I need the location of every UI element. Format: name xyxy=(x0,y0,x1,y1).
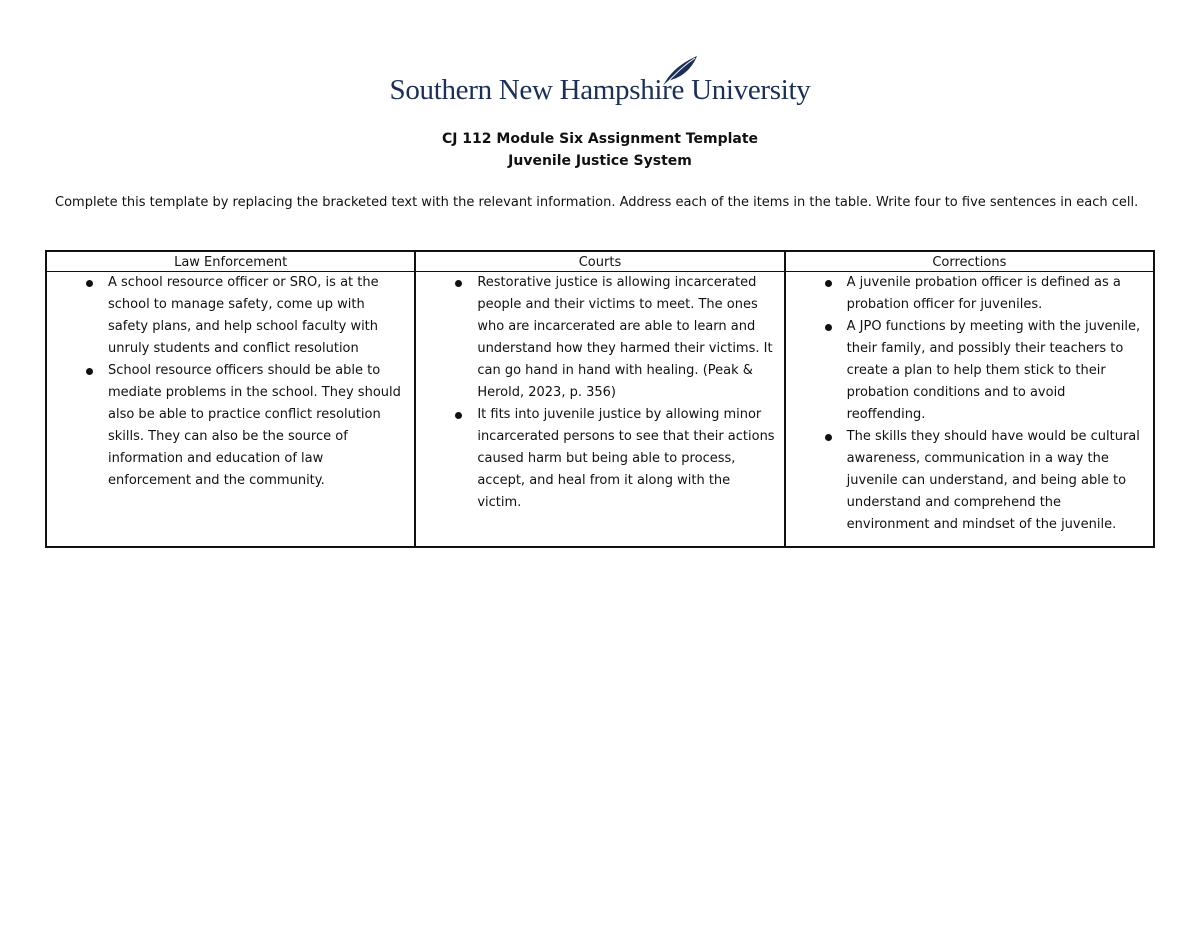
column-header-corrections: Corrections xyxy=(785,251,1154,272)
corrections-cell[interactable] xyxy=(785,272,1154,548)
list-item: It fits into juvenile justice by allowing minor incarcerated persons to see that their actions caused harm but being able to process, accept, and heal from it along with the victim. xyxy=(477,404,775,514)
list-item: A school resource officer or SRO, is at the school to manage safety, come up with safety plans, and help school faculty with unruly students and conflict resolution xyxy=(108,272,406,360)
list-item: The skills they should have would be cultural awareness, communication in a way the juvenile can understand, and being able to understand and comprehend the environment and mindset of the juvenile. xyxy=(847,426,1145,536)
university-logo xyxy=(0,56,1200,107)
column-header-law-enforcement: Law Enforcement xyxy=(46,251,415,272)
logo-wordmark: Southern New Hampshire University xyxy=(389,74,811,106)
list-item: Restorative justice is allowing incarcerated people and their victims to meet. The ones who are incarcerated are able to learn and understand how they harmed their victims. It can go hand in hand with healing. (Peak & Herold, 2023, p. 356) xyxy=(477,272,775,404)
list-item: A JPO functions by meeting with the juvenile, their family, and possibly their teachers to create a plan to help them stick to their probation conditions and to avoid reoffending. xyxy=(847,316,1145,426)
assignment-table xyxy=(45,250,1155,548)
law-enforcement-cell[interactable] xyxy=(46,272,415,548)
courts-cell[interactable] xyxy=(415,272,784,548)
instructions-text: Complete this template by replacing the bracketed text with the relevant information. Address each of the items in the table. Write four to five sentences in each cell. xyxy=(55,195,1139,210)
document-title: CJ 112 Module Six Assignment Template xyxy=(441,131,759,147)
table-row xyxy=(46,272,1154,548)
bullet-list xyxy=(416,272,783,514)
document-heading xyxy=(0,128,1200,172)
table-header-row xyxy=(46,251,1154,272)
column-header-courts: Courts xyxy=(415,251,784,272)
bullet-list xyxy=(47,272,414,492)
bullet-list xyxy=(786,272,1153,536)
quill-leaf-icon xyxy=(659,54,699,88)
list-item: School resource officers should be able to mediate problems in the school. They should also be able to practice conflict resolution skills. They can also be the source of information and education of law enforcement and the community. xyxy=(108,360,406,492)
list-item: A juvenile probation officer is defined as a probation officer for juveniles. xyxy=(847,272,1145,316)
document-subtitle: Juvenile Justice System xyxy=(508,153,692,169)
